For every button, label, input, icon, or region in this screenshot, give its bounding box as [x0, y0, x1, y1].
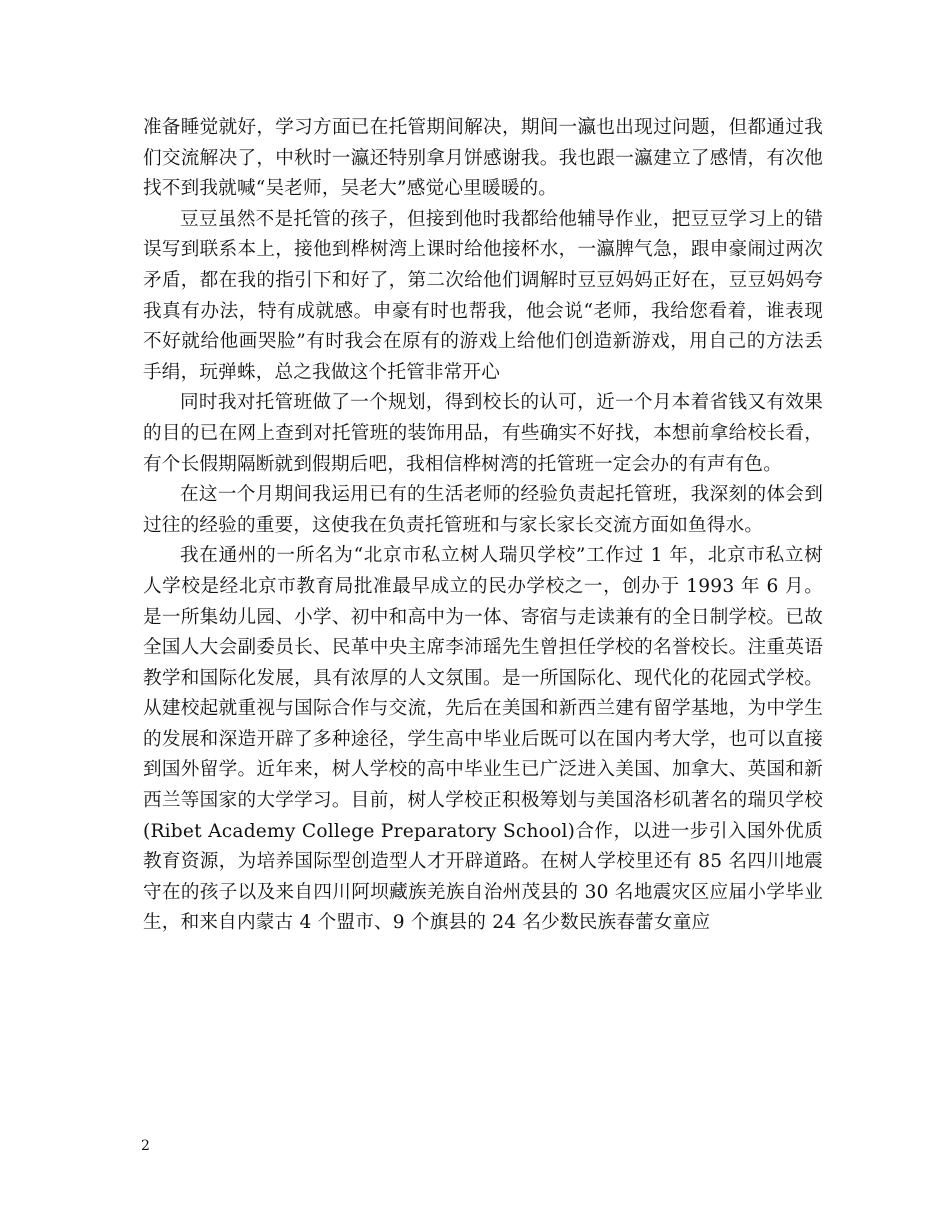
paragraph-4: 在这一个月期间我运用已有的生活老师的经验负责起托管班，我深刻的体会到过往的经验的重要，这使我在负责托管班和与家长家长交流方面如鱼得水。	[143, 484, 823, 536]
paragraph-3: 同时我对托管班做了一个规划，得到校长的认可，近一个月本着省钱又有效果的目的已在网上查到对托管班的装饰用品，有些确实不好找，本想前拿给校长看，有个长假期隔断就到假期后吧，我相信桦树湾的托管班一定会办的有声有色。	[143, 392, 823, 475]
paragraph-5: 我在通州的一所名为“北京市私立树人瑞贝学校”工作过 1 年，北京市私立树人学校是经北京市教育局批准最早成立的民办学校之一，创办于 1993 年 6 月。是一所集幼儿园、小学、初中和高中为一体、寄宿与走读兼有的全日制学校。已故全国人大会副委员长、民革中央主席李沛瑶先生曾担任学校的名誉校长。注重英语教学和国际化发展，具有浓厚的人文氛围。是一所国际化、现代化的花园式学校。从建校起就重视与国际合作与交流，先后在美国和新西兰建有留学基地，为中学生的发展和深造开辟了多种途径，学生高中毕业后既可以在国内考大学，也可以直接到国外留学。近年来，树人学校的高中毕业生已广泛进入美国、加拿大、英国和新西兰等国家的大学学习。目前，树人学校正积极筹划与美国洛杉矶著名的瑞贝学校(Ribet Academy College Preparatory School)合作，以进一步引入国外优质教育资源，为培养国际型创造型人才开辟道路。在树人学校里还有 85 名四川地震守在的孩子以及来自四川阿坝藏族羌族自治州茂县的 30 名地震灾区应届小学毕业生，和来自内蒙古 4 个盟市、9 个旗县的 24 名少数民族春蕾女童应	[143, 545, 823, 934]
body-text	[143, 113, 823, 939]
page-number: 2	[141, 1138, 150, 1154]
paragraph-1: 准备睡觉就好，学习方面已在托管期间解决，期间一瀛也出现过问题，但都通过我们交流解决了，中秋时一瀛还特别拿月饼感谢我。我也跟一瀛建立了感情，有次他找不到我就喊“吴老师，吴老大”感觉心里暖暖的。	[143, 117, 823, 200]
paragraph-2: 豆豆虽然不是托管的孩子，但接到他时我都给他辅导作业，把豆豆学习上的错误写到联系本上，接他到桦树湾上课时给他接杯水，一瀛脾气急，跟申豪闹过两次矛盾，都在我的指引下和好了，第二次给他们调解时豆豆妈妈正好在，豆豆妈妈夸我真有办法，特有成就感。申豪有时也帮我，他会说“老师，我给您看着，谁表现不好就给他画哭脸”有时我会在原有的游戏上给他们创造新游戏，用自己的方法丢手绢，玩弹蛛，总之我做这个托管非常开心	[143, 208, 823, 383]
